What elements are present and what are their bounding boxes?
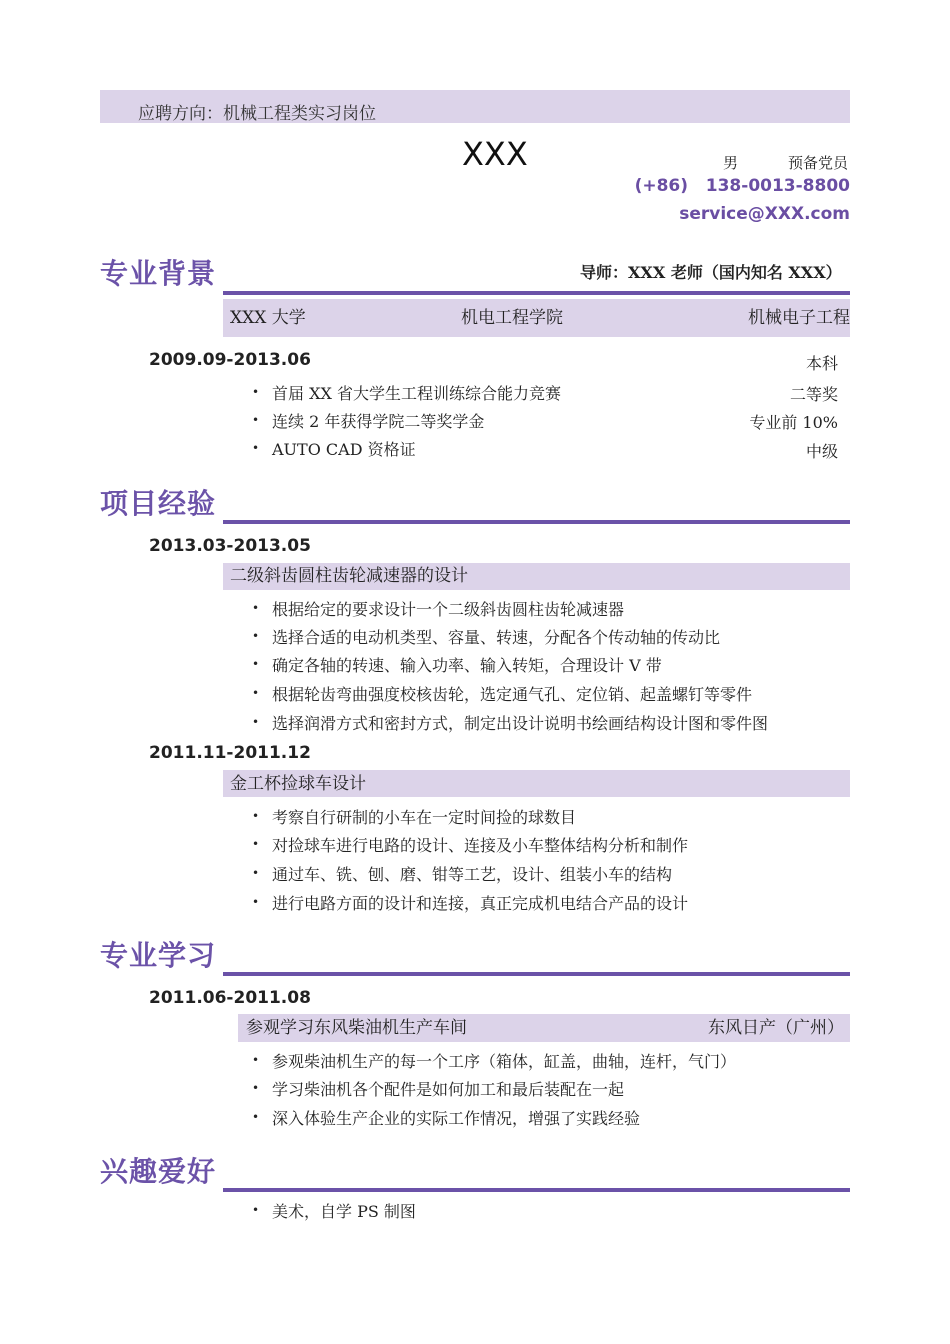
bullet-icon: • bbox=[252, 1053, 260, 1067]
list-item: • 学习柴油机各个配件是如何加工和最后装配在一起 bbox=[272, 1077, 624, 1100]
list-item: • 根据轮齿弯曲强度校核齿轮，选定通气孔、定位销、起盖螺钉等零件 bbox=[272, 682, 752, 705]
section-rule bbox=[223, 1188, 850, 1192]
list-item: • 对捡球车进行电路的设计、连接及小车整体结构分析和制作 bbox=[272, 833, 688, 856]
section-rule bbox=[223, 972, 850, 976]
project-period: 2011.11-2011.12 bbox=[149, 743, 311, 763]
bullet-icon: • bbox=[252, 629, 260, 643]
list-item: • 选择润滑方式和密封方式，制定出设计说明书绘画结构设计图和零件图 bbox=[272, 711, 768, 734]
bullet-icon: • bbox=[252, 1110, 260, 1124]
advisor: 导师：XXX 老师（国内知名 XXX） bbox=[580, 263, 842, 282]
list-item: • AUTO CAD 资格证 bbox=[272, 437, 416, 460]
bullet-icon: • bbox=[252, 657, 260, 671]
bullet-icon: • bbox=[252, 837, 260, 851]
bullet-icon: • bbox=[252, 895, 260, 909]
project-name: 金工杯捡球车设计 bbox=[230, 774, 366, 794]
project-name: 二级斜齿圆柱齿轮减速器的设计 bbox=[230, 566, 468, 586]
college-name: 机电工程学院 bbox=[461, 308, 563, 328]
school-name: XXX 大学 bbox=[230, 308, 306, 328]
list-item: • 根据给定的要求设计一个二级斜齿圆柱齿轮减速器 bbox=[272, 597, 624, 620]
list-item: • 通过车、铣、刨、磨、钳等工艺，设计、组装小车的结构 bbox=[272, 862, 672, 885]
list-item: • 考察自行研制的小车在一定时间捡的球数目 bbox=[272, 805, 576, 828]
section-rule bbox=[223, 291, 850, 295]
bullet-icon: • bbox=[252, 1081, 260, 1095]
study-period: 2011.06-2011.08 bbox=[149, 988, 311, 1008]
section-title-study: 专业学习 bbox=[100, 939, 217, 972]
education-period: 2009.09-2013.06 bbox=[149, 350, 311, 370]
award-value: 专业前 10% bbox=[749, 413, 838, 432]
study-org: 东风日产（广州） bbox=[708, 1018, 844, 1038]
bullet-icon: • bbox=[252, 1203, 260, 1217]
bullet-icon: • bbox=[252, 441, 260, 455]
candidate-name: XXX bbox=[462, 135, 528, 173]
award-value: 中级 bbox=[805, 442, 838, 461]
gender: 男 bbox=[723, 154, 739, 172]
bullet-icon: • bbox=[252, 601, 260, 615]
bullet-icon: • bbox=[252, 686, 260, 700]
major-name: 机械电子工程 bbox=[748, 308, 850, 328]
bullet-icon: • bbox=[252, 413, 260, 427]
project-period: 2013.03-2013.05 bbox=[149, 536, 311, 556]
list-item: • 首届 XX 省大学生工程训练综合能力竞赛 bbox=[272, 381, 561, 404]
section-title-education: 专业背景 bbox=[100, 257, 217, 290]
section-rule bbox=[223, 520, 850, 524]
bullet-icon: • bbox=[252, 866, 260, 880]
list-item: • 确定各轴的转速、输入功率、输入转矩，合理设计 V 带 bbox=[272, 653, 662, 676]
list-item: • 连续 2 年获得学院二等奖学金 bbox=[272, 409, 484, 432]
section-title-projects: 项目经验 bbox=[100, 487, 217, 520]
degree: 本科 bbox=[805, 354, 838, 373]
study-name: 参观学习东风柴油机生产车间 bbox=[246, 1018, 467, 1038]
list-item: • 进行电路方面的设计和连接，真正完成机电结合产品的设计 bbox=[272, 891, 688, 914]
list-item: • 参观柴油机生产的每一个工序（箱体，缸盖，曲轴，连杆，气门） bbox=[272, 1049, 736, 1072]
bullet-icon: • bbox=[252, 809, 260, 823]
list-item: • 美术，自学 PS 制图 bbox=[272, 1199, 416, 1222]
list-item: • 选择合适的电动机类型、容量、转速，分配各个传动轴的传动比 bbox=[272, 625, 720, 648]
phone: (+86) 138-0013-8800 bbox=[634, 176, 850, 196]
list-item: • 深入体验生产企业的实际工作情况，增强了实践经验 bbox=[272, 1106, 640, 1129]
award-value: 二等奖 bbox=[789, 385, 838, 404]
objective-text: 应聘方向：机械工程类实习岗位 bbox=[138, 104, 376, 124]
bullet-icon: • bbox=[252, 715, 260, 729]
email: service@XXX.com bbox=[679, 204, 850, 224]
bullet-icon: • bbox=[252, 385, 260, 399]
section-title-hobbies: 兴趣爱好 bbox=[100, 1155, 217, 1188]
political-status: 预备党员 bbox=[788, 154, 849, 172]
